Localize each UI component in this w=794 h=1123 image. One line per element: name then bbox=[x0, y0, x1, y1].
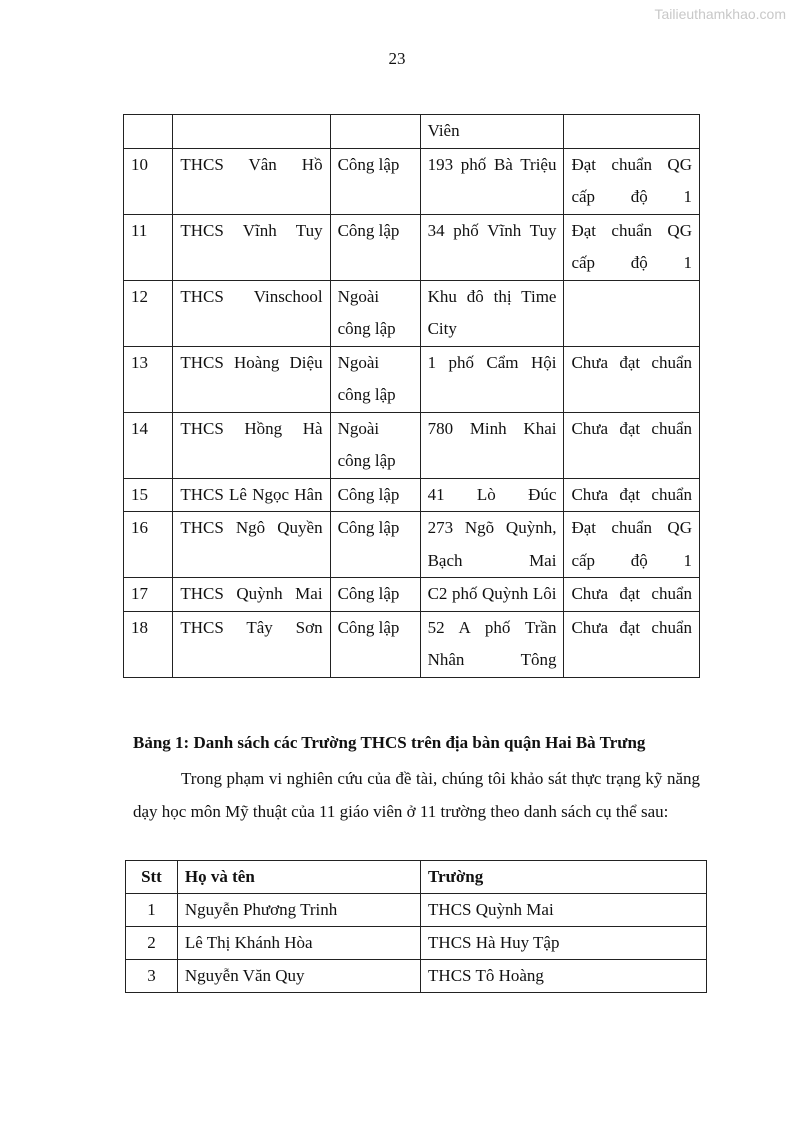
cell-status: Chưa đạt chuẩn bbox=[564, 478, 700, 512]
table-row bbox=[124, 578, 700, 612]
cell-type: Ngoài công lập bbox=[330, 412, 420, 478]
cell-school: THCS Quỳnh Mai bbox=[421, 894, 707, 927]
table-caption-text: Danh sách các Trường THCS trên địa bàn quận Hai Bà Trưng bbox=[189, 733, 646, 752]
cell-school-name: THCS Vân Hồ bbox=[173, 148, 330, 214]
header-stt: Stt bbox=[126, 861, 178, 894]
table-row bbox=[126, 894, 707, 927]
cell-type: Công lập bbox=[330, 214, 420, 280]
cell-type: Công lập bbox=[330, 148, 420, 214]
cell-stt: 13 bbox=[124, 346, 173, 412]
table-row bbox=[126, 927, 707, 960]
cell-stt: 12 bbox=[124, 280, 173, 346]
cell-type: Ngoài công lập bbox=[330, 346, 420, 412]
cell-school-name bbox=[173, 115, 330, 149]
cell-school-name: THCS Hoàng Diệu bbox=[173, 346, 330, 412]
cell-status bbox=[564, 115, 700, 149]
cell-stt: 11 bbox=[124, 214, 173, 280]
table-row bbox=[124, 115, 700, 149]
cell-address: 1 phố Cẩm Hội bbox=[420, 346, 564, 412]
cell-stt: 10 bbox=[124, 148, 173, 214]
table-row bbox=[124, 280, 700, 346]
cell-school-name: THCS Tây Sơn bbox=[173, 611, 330, 677]
schools-table-body bbox=[124, 115, 700, 678]
cell-address: C2 phố Quỳnh Lôi bbox=[420, 578, 564, 612]
cell-status: Chưa đạt chuẩn bbox=[564, 346, 700, 412]
table-row bbox=[124, 148, 700, 214]
cell-type: Công lập bbox=[330, 512, 420, 578]
cell-address: 52 A phố Trần Nhân Tông bbox=[420, 611, 564, 677]
cell-type: Công lập bbox=[330, 611, 420, 677]
table-row bbox=[124, 346, 700, 412]
cell-school-name: THCS Lê Ngọc Hân bbox=[173, 478, 330, 512]
cell-address: 41 Lò Đúc bbox=[420, 478, 564, 512]
cell-status: Chưa đạt chuẩn bbox=[564, 412, 700, 478]
cell-school-name: THCS Vĩnh Tuy bbox=[173, 214, 330, 280]
cell-teacher-name: Nguyễn Phương Trinh bbox=[177, 894, 420, 927]
cell-type bbox=[330, 115, 420, 149]
table-row bbox=[124, 611, 700, 677]
cell-address: 273 Ngõ Quỳnh, Bạch Mai bbox=[420, 512, 564, 578]
cell-status: Chưa đạt chuẩn bbox=[564, 578, 700, 612]
cell-status: Đạt chuẩn QG cấp độ 1 bbox=[564, 148, 700, 214]
cell-stt: 18 bbox=[124, 611, 173, 677]
cell-school-name: THCS Ngô Quyền bbox=[173, 512, 330, 578]
table-row bbox=[126, 960, 707, 993]
cell-type: Công lập bbox=[330, 478, 420, 512]
watermark: Tailieuthamkhao.com bbox=[654, 6, 786, 22]
cell-type: Công lập bbox=[330, 578, 420, 612]
cell-address: Viên bbox=[420, 115, 564, 149]
cell-school: THCS Tô Hoàng bbox=[421, 960, 707, 993]
teachers-table-header-row bbox=[126, 861, 707, 894]
cell-teacher-name: Lê Thị Khánh Hòa bbox=[177, 927, 420, 960]
cell-school-name: THCS Vinschool bbox=[173, 280, 330, 346]
cell-stt: 3 bbox=[126, 960, 178, 993]
cell-status bbox=[564, 280, 700, 346]
cell-status: Chưa đạt chuẩn bbox=[564, 611, 700, 677]
table-caption-label: Bảng 1: bbox=[133, 733, 190, 752]
cell-school-name: THCS Hồng Hà bbox=[173, 412, 330, 478]
table-row bbox=[124, 478, 700, 512]
teachers-table-body bbox=[126, 894, 707, 993]
table-caption bbox=[133, 733, 645, 753]
body-paragraph: Trong phạm vi nghiên cứu của đề tài, chúng tôi khảo sát thực trạng kỹ năng dạy học môn Mỹ thuật của 11 giáo viên ở 11 trường theo danh sách cụ thể sau: bbox=[133, 769, 700, 821]
cell-status: Đạt chuẩn QG cấp độ 1 bbox=[564, 512, 700, 578]
cell-stt: 15 bbox=[124, 478, 173, 512]
cell-stt: 2 bbox=[126, 927, 178, 960]
cell-stt: 17 bbox=[124, 578, 173, 612]
cell-stt: 1 bbox=[126, 894, 178, 927]
cell-school: THCS Hà Huy Tập bbox=[421, 927, 707, 960]
cell-teacher-name: Nguyễn Văn Quy bbox=[177, 960, 420, 993]
cell-stt: 14 bbox=[124, 412, 173, 478]
cell-stt: 16 bbox=[124, 512, 173, 578]
header-name: Họ và tên bbox=[177, 861, 420, 894]
cell-school-name: THCS Quỳnh Mai bbox=[173, 578, 330, 612]
schools-table bbox=[123, 114, 700, 678]
cell-address: 193 phố Bà Triệu bbox=[420, 148, 564, 214]
table-row bbox=[124, 512, 700, 578]
cell-address: Khu đô thị Time City bbox=[420, 280, 564, 346]
cell-status: Đạt chuẩn QG cấp độ 1 bbox=[564, 214, 700, 280]
table-row bbox=[124, 214, 700, 280]
cell-stt bbox=[124, 115, 173, 149]
cell-type: Ngoài công lập bbox=[330, 280, 420, 346]
table-row bbox=[124, 412, 700, 478]
teachers-table bbox=[125, 860, 707, 993]
page-number: 23 bbox=[388, 49, 406, 68]
cell-address: 780 Minh Khai bbox=[420, 412, 564, 478]
cell-address: 34 phố Vĩnh Tuy bbox=[420, 214, 564, 280]
header-school: Trường bbox=[421, 861, 707, 894]
